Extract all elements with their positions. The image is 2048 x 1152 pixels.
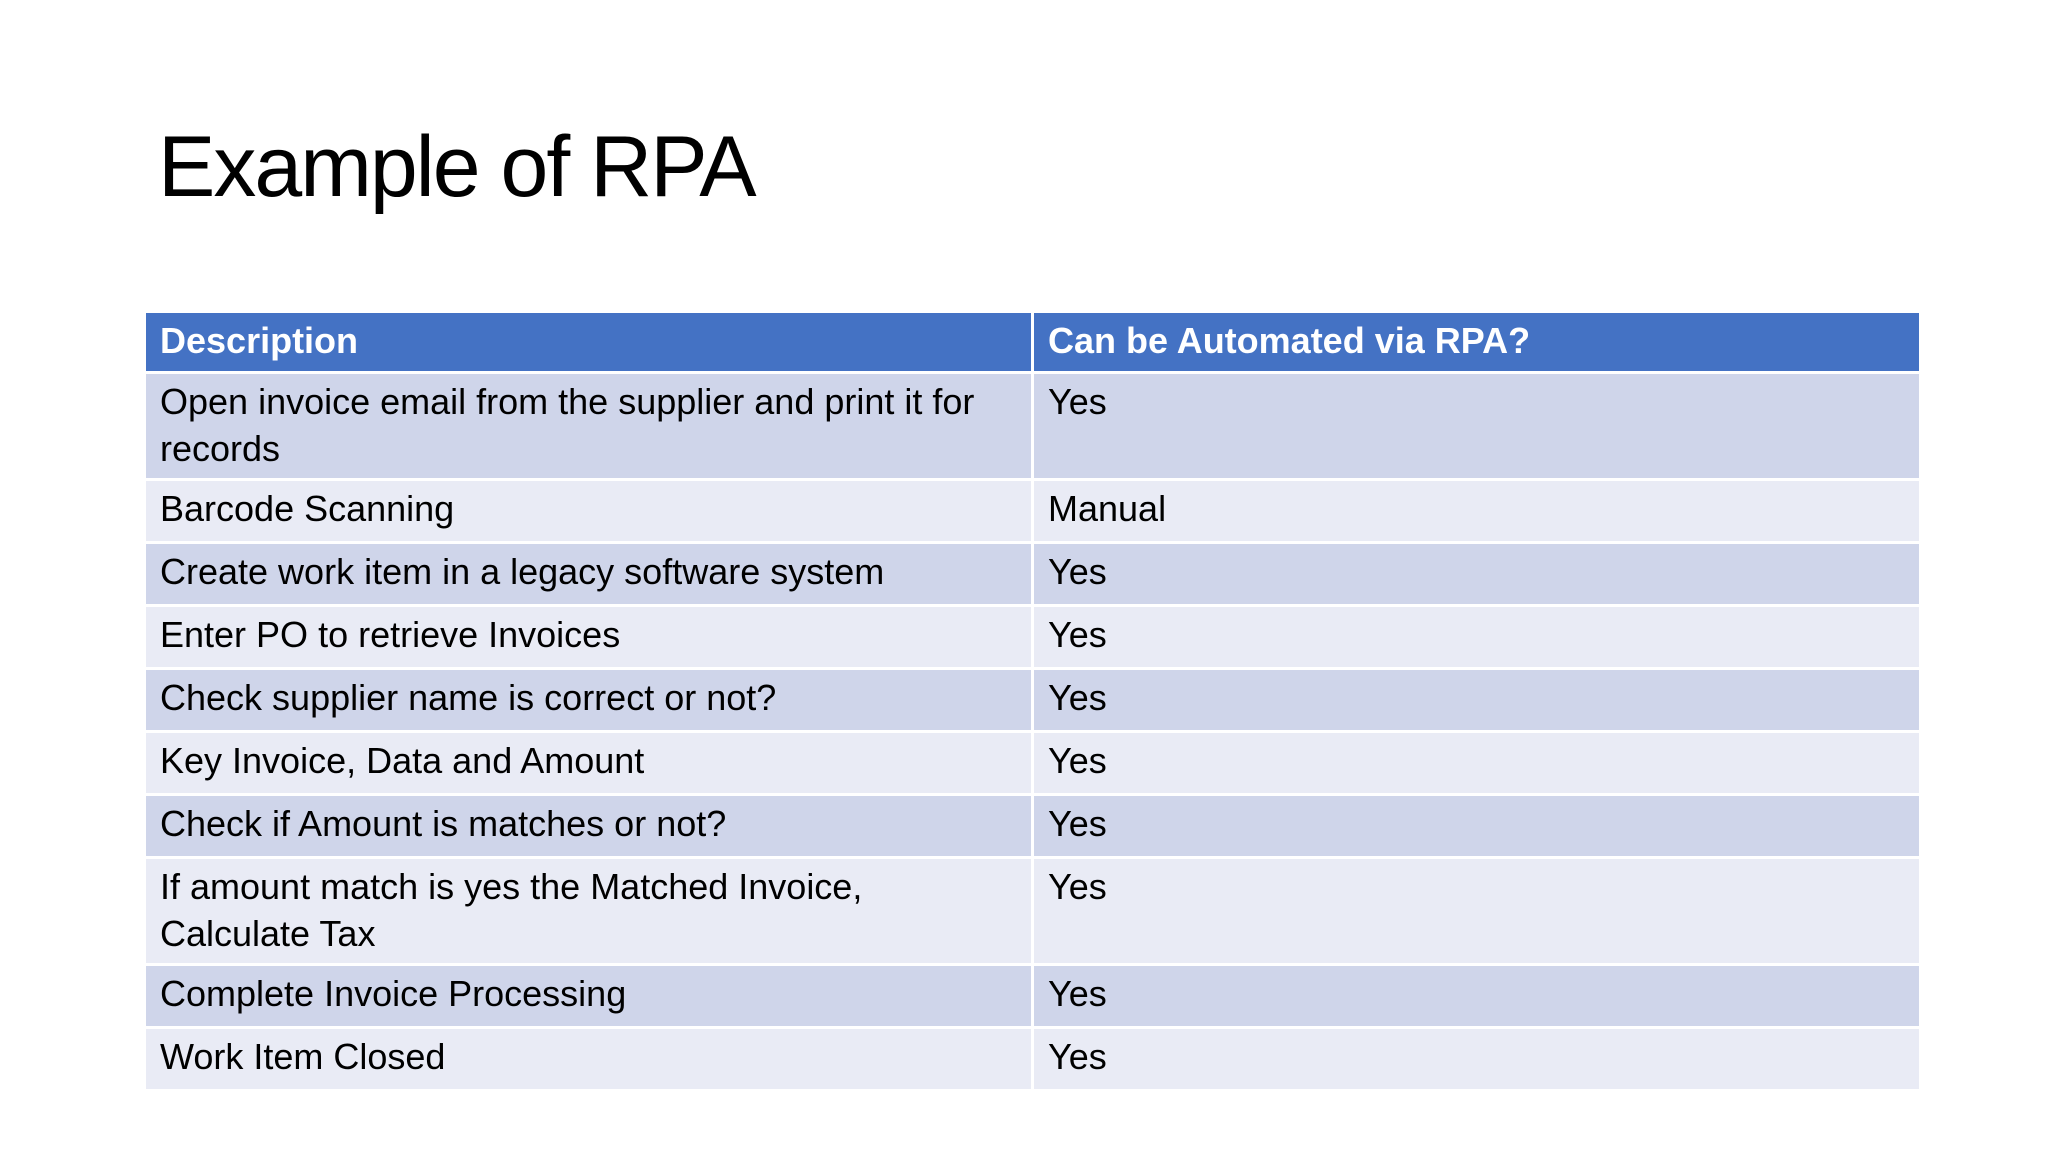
table-row (145, 1028, 1921, 1091)
row-description: If amount match is yes the Matched Invoice, Calculate Tax (145, 858, 1033, 965)
header-description: Description (145, 312, 1033, 373)
rpa-table (143, 310, 1922, 1092)
row-description: Open invoice email from the supplier and print it for records (145, 373, 1033, 480)
table-row (145, 606, 1921, 669)
row-automated: Yes (1033, 373, 1921, 480)
table-row (145, 965, 1921, 1028)
row-automated: Yes (1033, 606, 1921, 669)
row-automated: Yes (1033, 732, 1921, 795)
row-description: Enter PO to retrieve Invoices (145, 606, 1033, 669)
table-row (145, 669, 1921, 732)
table-row (145, 373, 1921, 480)
row-description: Barcode Scanning (145, 480, 1033, 543)
table-row (145, 858, 1921, 965)
row-description: Check supplier name is correct or not? (145, 669, 1033, 732)
row-automated: Yes (1033, 795, 1921, 858)
row-automated: Yes (1033, 543, 1921, 606)
row-automated: Yes (1033, 1028, 1921, 1091)
table-row (145, 795, 1921, 858)
slide-title: Example of RPA (158, 119, 755, 215)
row-automated: Yes (1033, 669, 1921, 732)
row-description: Complete Invoice Processing (145, 965, 1033, 1028)
row-automated: Yes (1033, 858, 1921, 965)
table-row (145, 732, 1921, 795)
row-automated: Manual (1033, 480, 1921, 543)
row-description: Check if Amount is matches or not? (145, 795, 1033, 858)
row-description: Work Item Closed (145, 1028, 1033, 1091)
row-automated: Yes (1033, 965, 1921, 1028)
row-description: Create work item in a legacy software system (145, 543, 1033, 606)
table-header-row (145, 312, 1921, 373)
table-row (145, 480, 1921, 543)
row-description: Key Invoice, Data and Amount (145, 732, 1033, 795)
table-row (145, 543, 1921, 606)
header-automated: Can be Automated via RPA? (1033, 312, 1921, 373)
